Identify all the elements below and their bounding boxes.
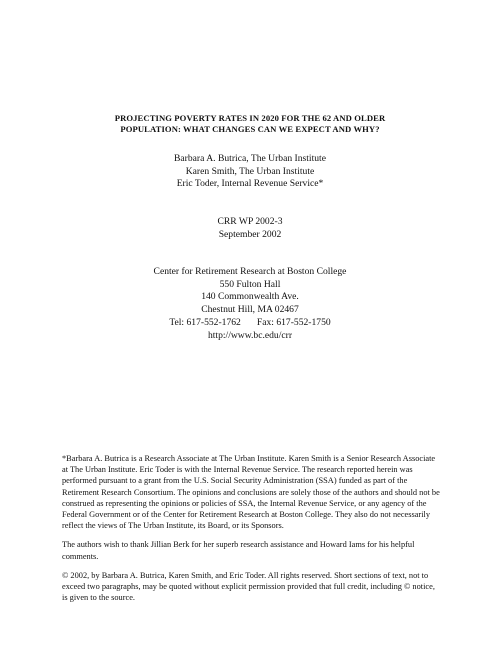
author-1: Barbara A. Butrica, The Urban Institute — [174, 153, 326, 164]
copyright-notice: © 2002, by Barbara A. Butrica, Karen Smith, and Eric Toder. All rights reserved. Short sections of text, not to exceed two paragraphs, may be quoted without explicit permission provided that full credit, including © notice, is given to the source. — [62, 570, 435, 603]
center-url[interactable]: http://www.bc.edu/crr — [207, 329, 293, 341]
center-fax: Fax: 617-552-1750 — [256, 316, 331, 328]
author-3: Eric Toder, Internal Revenue Service* — [176, 178, 324, 189]
center-address-1: 550 Fulton Hall — [219, 278, 281, 290]
paper-title — [60, 113, 440, 135]
center-name: Center for Retirement Research at Boston College — [153, 266, 347, 277]
title-line-2: POPULATION: WHAT CHANGES CAN WE EXPECT AND WHY? — [120, 124, 380, 134]
working-paper-number: CRR WP 2002-3 — [217, 216, 283, 227]
center-contact-block — [60, 266, 440, 342]
center-phone-line — [60, 317, 440, 330]
working-paper-info — [60, 216, 440, 241]
footnotes — [62, 453, 442, 611]
center-tel: Tel: 617-552-1762 — [169, 316, 241, 328]
center-city: Chestnut Hill, MA 02467 — [201, 304, 299, 316]
center-address-2: 140 Commonwealth Ave. — [201, 291, 299, 303]
acknowledgements: The authors wish to thank Jillian Berk for her superb research assistance and Howard Iams for his helpful comments. — [62, 540, 415, 561]
title-line-1: PROJECTING POVERTY RATES IN 2020 FOR THE 62 AND OLDER — [114, 113, 386, 123]
author-2: Karen Smith, The Urban Institute — [185, 165, 315, 177]
working-paper-date: September 2002 — [218, 228, 282, 240]
author-list — [60, 153, 440, 191]
affiliation-footnote: *Barbara A. Butrica is a Research Associate at The Urban Institute. Karen Smith is a Senior Research Associate at The Urban Institute. Eric Toder is with the Internal Revenue Service. The research reported herein was performed pursuant to a grant from the U.S. Social Security Administration (SSA) funded as part of the Retirement Research Consortium. The opinions and conclusions are solely those of the authors and should not be construed as representing the opinions or policies of SSA, the Internal Revenue Service, or any agency of the Federal Government or of the Center for Retirement Research at Boston College. They also do not necessarily reflect the views of The Urban Institute, its Board, or its Sponsors. — [62, 454, 440, 531]
